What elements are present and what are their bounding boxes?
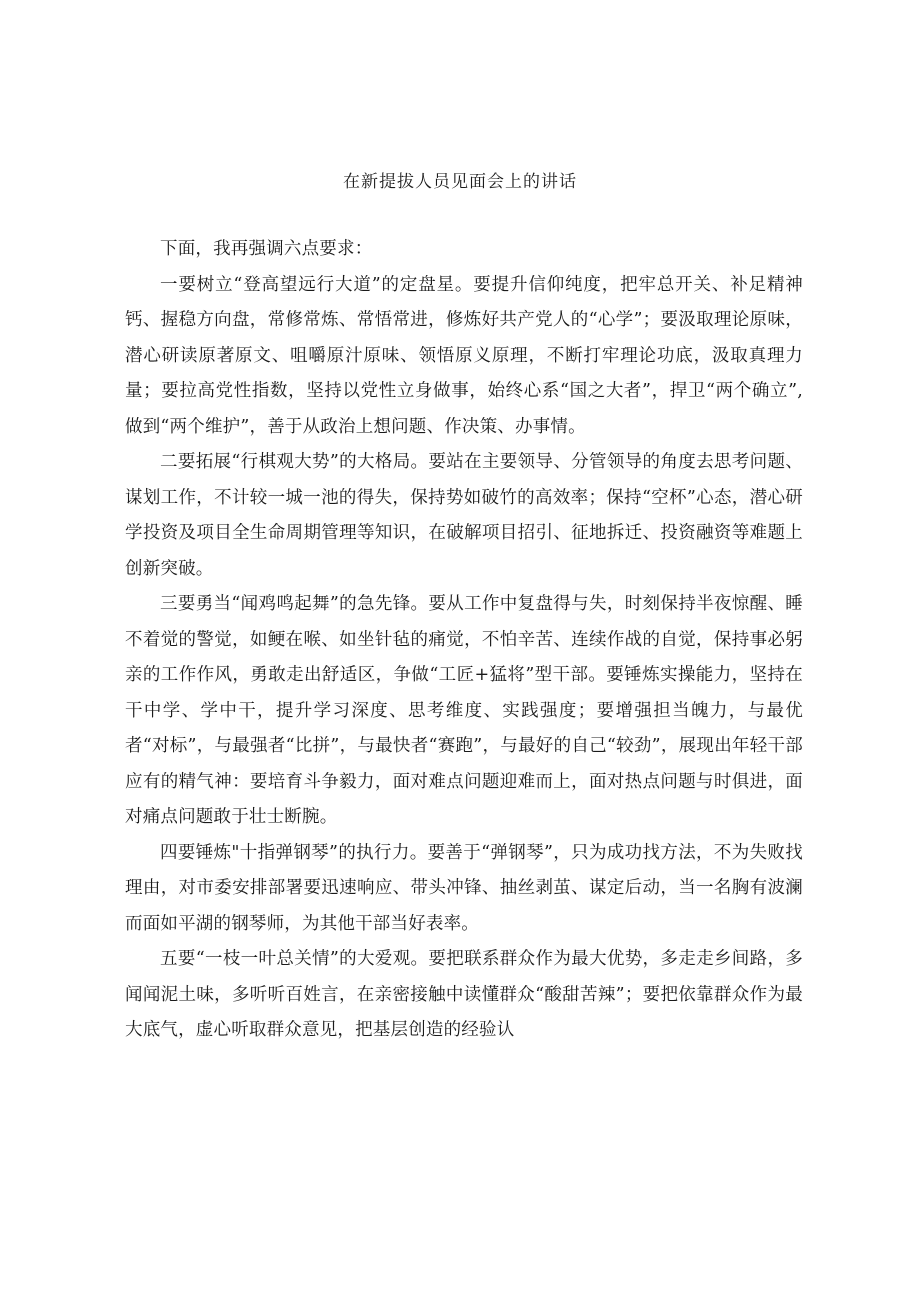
paragraph-requirement-4: 四要锤炼"十指弹钢琴”的执行力。要善于“弹钢琴”，只为成功找方法，不为失败找理由，对市委安排部署要迅速响应、带头冲锋、抽丝剥茧、谋定后动，当一名胸有波澜而面如平湖的钢琴师，为其他干部当好表率。	[125, 842, 803, 934]
paragraph-intro: 下面，我再强调六点要求：	[160, 239, 373, 259]
document-title: 在新提拔人员见面会上的讲话	[343, 172, 577, 192]
document-body	[125, 232, 803, 1049]
paragraph-requirement-3: 三要勇当“闻鸡鸣起舞”的急先锋。要从工作中复盘得与失，时刻保持半夜惊醒、睡不着觉的警觉，如鲠在喉、如坐针毡的痛觉，不怕辛苦、连续作战的自觉，保持事必躬亲的工作作风，勇敢走出舒适区，争做“工匠+猛将”型干部。要锤炼实操能力，坚持在干中学、学中干，提升学习深度、思考维度、实践强度；要增强担当魄力，与最优者“对标”，与最强者“比拼”，与最快者“赛跑”，与最好的自己“较劲”，展现出年轻干部应有的精气神：要培育斗争毅力，面对难点问题迎难而上，面对热点问题与时俱进，面对痛点问题敢于壮士断腕。	[125, 594, 803, 827]
paragraph-requirement-1: 一要树立“登高望远行大道”的定盘星。要提升信仰纯度，把牢总开关、补足精神钙、握稳方向盘，常修常炼、常悟常进，修炼好共产党人的“心学”；要汲取理论原味，潜心研读原著原文、咀嚼原汁原味、领悟原义原理，不断打牢理论功底，汲取真理力量；要拉高党性指数，坚持以党性立身做事，始终心系“国之大者”，捍卫“两个确立”,做到“两个维护”，善于从政治上想问题、作决策、办事情。	[125, 274, 803, 437]
paragraph-requirement-2: 二要拓展“行棋观大势”的大格局。要站在主要领导、分管领导的角度去思考问题、谋划工作，不计较一城一池的得失，保持势如破竹的高效率；保持“空杯”心态，潜心研学投资及项目全生命周期管理等知识，在破解项目招引、征地拆迁、投资融资等难题上创新突破。	[125, 452, 803, 579]
paragraph-requirement-5: 五要“一枝一叶总关情”的大爱观。要把联系群众作为最大优势，多走走乡间路，多闻闻泥土味，多听听百姓言，在亲密接触中读懂群众“酸甜苦辣”；要把依靠群众作为最大底气，虚心听取群众意见，把基层创造的经验认	[125, 949, 803, 1040]
